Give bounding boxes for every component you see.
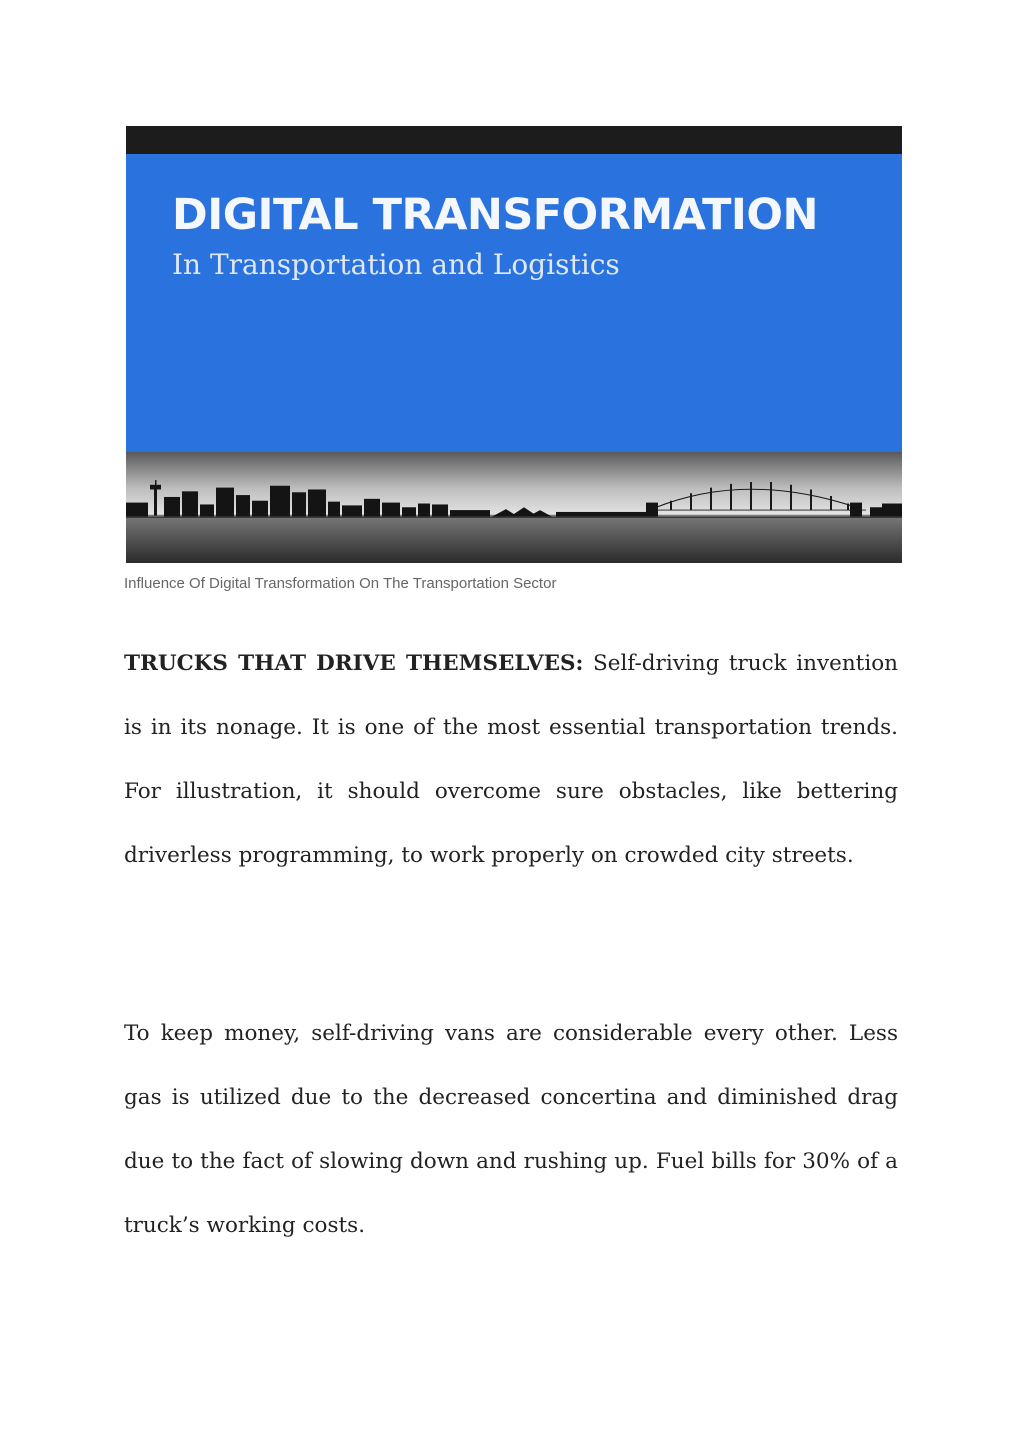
paragraph-text: Self-driving truck invention is in its nonage. It is one of the most essential transportation trends. For illustration, it should overcome sure obstacles, like bettering driverless programming, to work properly on crowded city streets.: [124, 651, 898, 868]
image-top-bar: [126, 126, 902, 154]
banner-subtitle: In Transportation and Logistics: [172, 248, 620, 281]
paragraph-fuel-savings: To keep money, self-driving vans are considerable every other. Less gas is utilized due to the decreased concertina and diminished drag due to the fact of slowing down and rushing up. Fuel bills for 30% of a truck’s working costs.: [124, 1021, 898, 1238]
paragraph-self-driving-trucks: [124, 632, 898, 888]
article-image: [126, 126, 902, 563]
banner-title: DIGITAL TRANSFORMATION: [172, 190, 818, 240]
image-banner: [126, 154, 902, 452]
image-caption: Influence Of Digital Transformation On The Transportation Sector: [124, 575, 557, 592]
city-skyline-photo: [126, 452, 902, 563]
section-heading: TRUCKS THAT DRIVE THEMSELVES:: [124, 651, 584, 676]
